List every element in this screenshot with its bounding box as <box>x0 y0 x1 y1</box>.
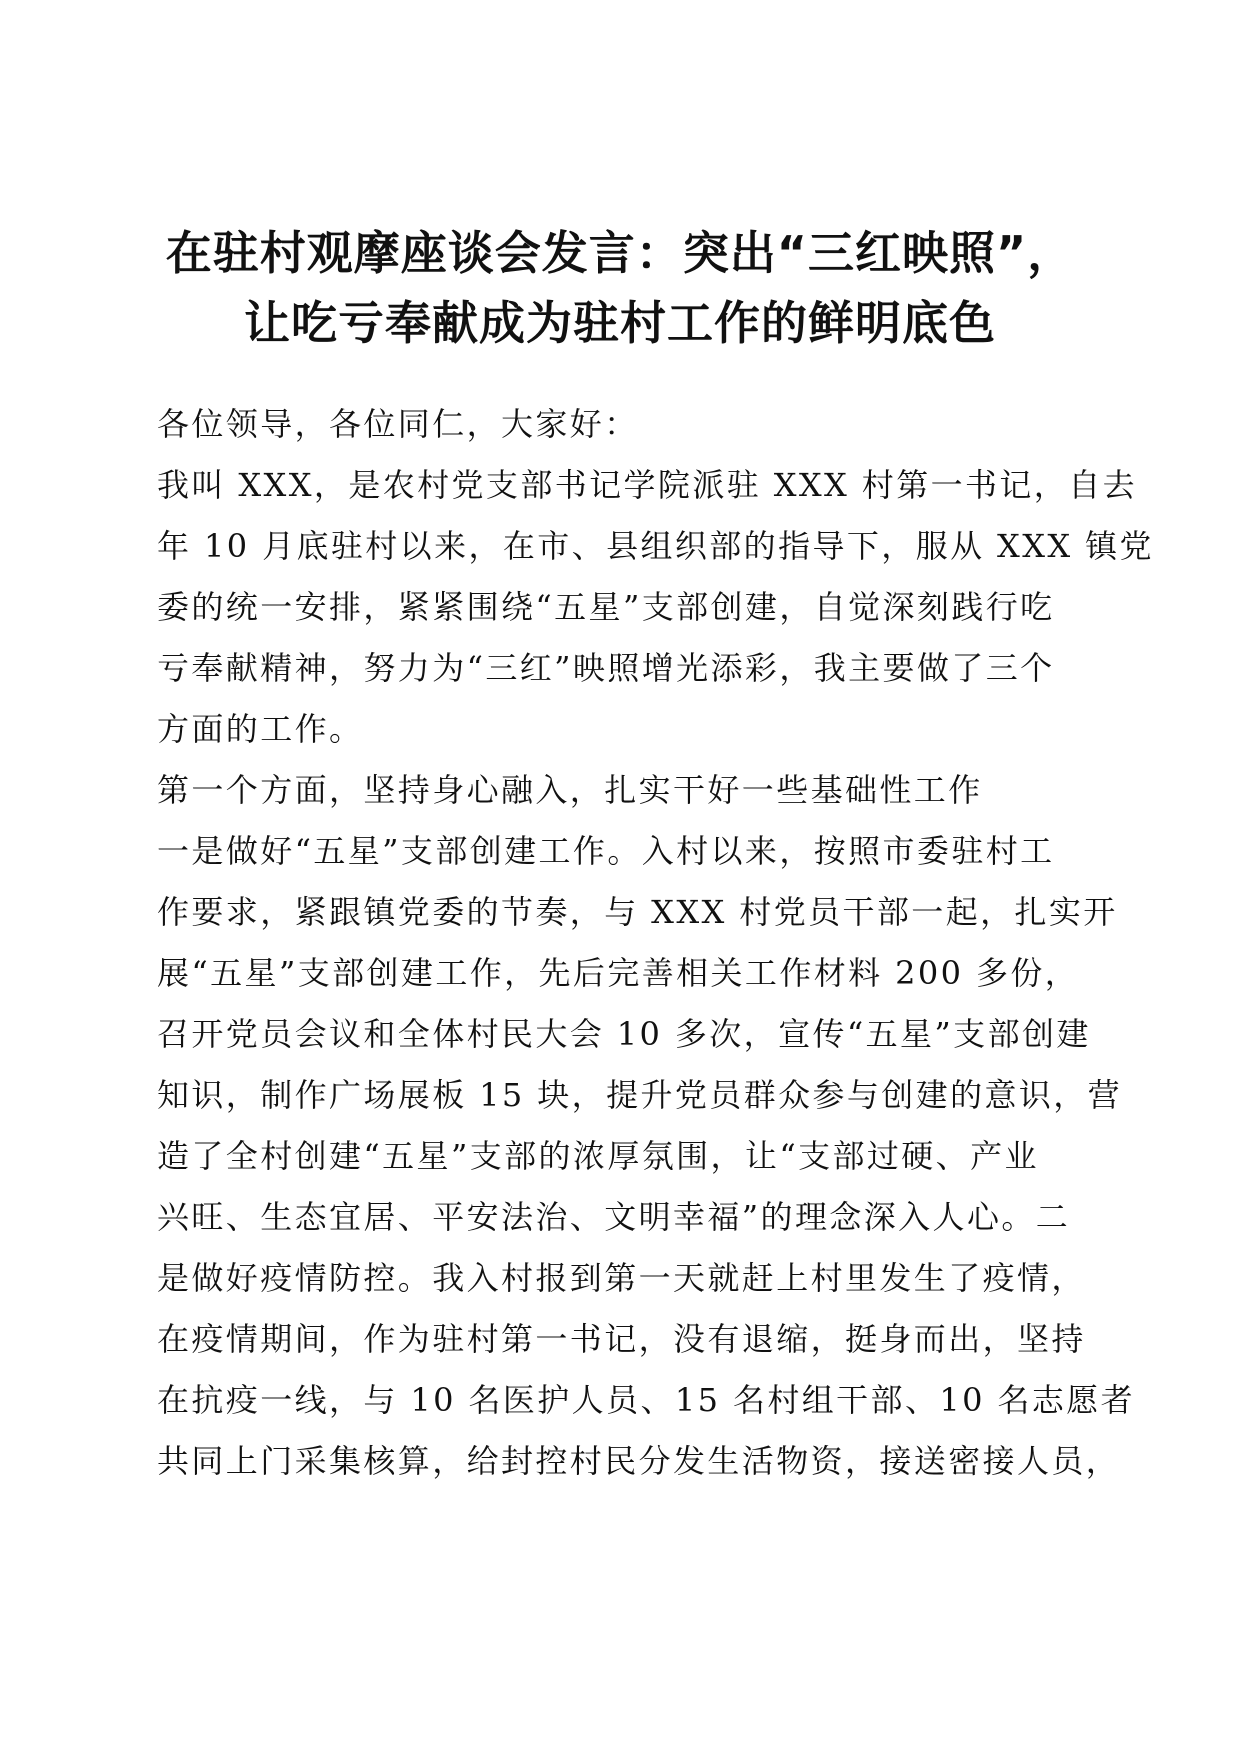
body-line: 年 10 月底驻村以来，在市、县组织部的指导下，服从 XXX 镇党 <box>157 527 1154 565</box>
body-line: 委的统一安排，紧紧围绕“五星”支部创建，自觉深刻践行吃 <box>157 588 1055 626</box>
salutation-line: 各位领导，各位同仁，大家好： <box>157 405 639 443</box>
body-line: 共同上门采集核算，给封控村民分发生活物资，接送密接人员， <box>157 1442 1121 1480</box>
body-line: 展“五星”支部创建工作，先后完善相关工作材料 200 多份， <box>157 954 1080 992</box>
body-line: 造了全村创建“五星”支部的浓厚氛围，让“支部过硬、产业 <box>157 1137 1039 1175</box>
body-line: 亏奉献精神，努力为“三红”映照增光添彩，我主要做了三个 <box>157 649 1055 687</box>
body-line: 是做好疫情防控。我入村报到第一天就赶上村里发生了疫情， <box>157 1259 1086 1297</box>
body-line: 一是做好“五星”支部创建工作。入村以来，按照市委驻村工 <box>157 832 1055 870</box>
body-line: 方面的工作。 <box>157 710 364 748</box>
body-line: 作要求，紧跟镇党委的节奏，与 XXX 村党员干部一起，扎实开 <box>157 893 1118 931</box>
body-line: 兴旺、生态宜居、平安法治、文明幸福”的理念深入人心。二 <box>157 1198 1071 1236</box>
body-line: 我叫 XXX，是农村党支部书记学院派驻 XXX 村第一书记，自去 <box>157 466 1138 504</box>
document-title-line-1: 在驻村观摩座谈会发言：突出“三红映照”， <box>165 226 1075 280</box>
body-line: 知识，制作广场展板 15 块，提升党员群众参与创建的意识，营 <box>157 1076 1123 1114</box>
body-line: 在疫情期间，作为驻村第一书记，没有退缩，挺身而出，坚持 <box>157 1320 1086 1358</box>
section-heading-line: 第一个方面，坚持身心融入，扎实干好一些基础性工作 <box>157 771 983 809</box>
body-line: 在抗疫一线，与 10 名医护人员、15 名村组干部、10 名志愿者 <box>157 1381 1136 1419</box>
document-title-line-2: 让吃亏奉献成为驻村工作的鲜明底色 <box>244 296 996 350</box>
body-line: 召开党员会议和全体村民大会 10 多次，宣传“五星”支部创建 <box>157 1015 1091 1053</box>
